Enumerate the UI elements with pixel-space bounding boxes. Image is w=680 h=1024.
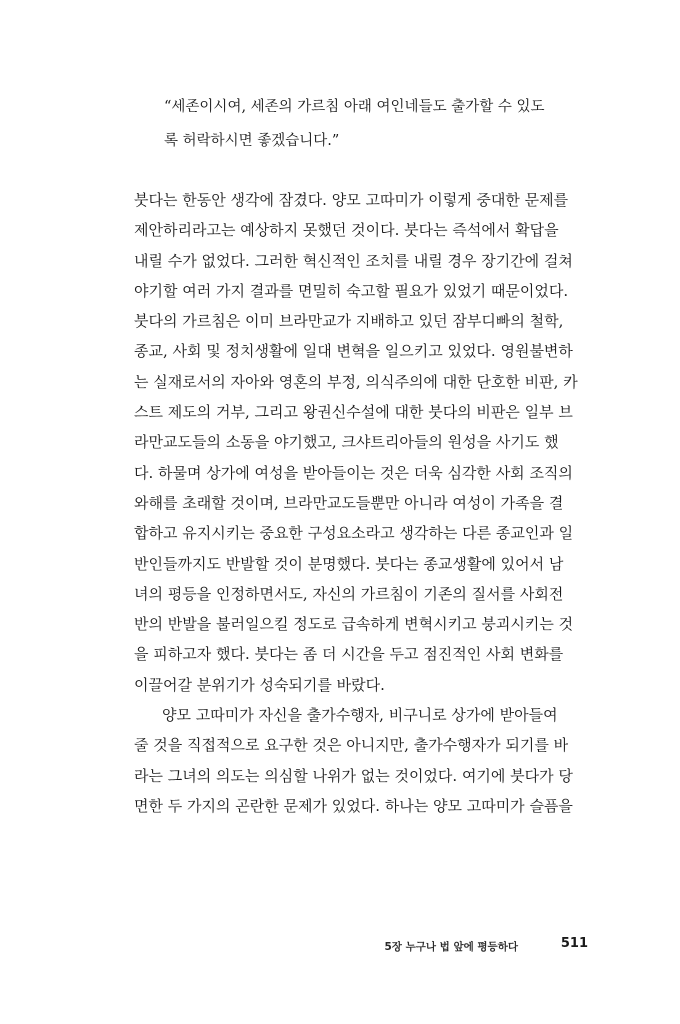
text-line: 을 피하고자 했다. 붓다는 좀 더 시간을 두고 점진적인 사회 변화를 [134, 645, 564, 664]
text-line: 다. 하물며 상가에 여성을 받아들이는 것은 더욱 심각한 사회 조직의 [134, 463, 573, 482]
body-paragraphs [134, 185, 588, 821]
text-line: 와해를 초래할 것이며, 브라만교도들뿐만 아니라 여성이 가족을 결 [134, 493, 564, 512]
quote-block [164, 92, 584, 156]
text-line-indented: 양모 고따미가 자신을 출가수행자, 비구니로 상가에 받아들여 [162, 706, 558, 725]
text-line: 붓다의 가르침은 이미 브라만교가 지배하고 있던 잠부디빠의 철학, [134, 312, 564, 331]
text-line: 줄 것을 직접적으로 요구한 것은 아니지만, 출가수행자가 되기를 바 [134, 736, 569, 755]
text-line: 이끌어갈 분위기가 성숙되기를 바랐다. [134, 675, 385, 694]
text-line: 붓다는 한동안 생각에 잠겼다. 양모 고따미가 이렇게 중대한 문제를 [134, 191, 569, 209]
chapter-title: 5장 누구나 법 앞에 평등하다 [384, 941, 518, 953]
text-line: 반의 반발을 불러일으킬 정도로 급속하게 변혁시키고 붕괴시키는 것 [134, 615, 574, 634]
text-line: 스트 제도의 거부, 그리고 왕권신수설에 대한 붓다의 비판은 일부 브 [134, 403, 573, 422]
text-line: 합하고 유지시키는 중요한 구성요소라고 생각하는 다른 종교인과 일 [134, 524, 574, 543]
text-line: 라만교도들의 소동을 야기했고, 크샤트리아들의 원성을 사기도 했 [134, 433, 559, 452]
text-line: 면한 두 가지의 곤란한 문제가 있었다. 하나는 양모 고따미가 슬픔을 [134, 796, 573, 815]
text-line: 제안하리라고는 예상하지 못했던 것이다. 붓다는 즉석에서 확답을 [134, 221, 559, 240]
text-line: 야기할 여러 가지 결과를 면밀히 숙고할 필요가 있었기 때문이었다. [134, 281, 569, 300]
text-line: 반인들까지도 반발할 것이 분명했다. 붓다는 종교생활에 있어서 남 [134, 554, 564, 573]
page-number: 511 [560, 936, 588, 951]
text-line: 내릴 수가 없었다. 그러한 혁신적인 조치를 내릴 경우 장기간에 걸쳐 [134, 251, 573, 270]
text-line: 종교, 사회 및 정치생활에 일대 변혁을 일으키고 있었다. 영원불변하 [134, 342, 573, 361]
text-line: 는 실재로서의 자아와 영혼의 부정, 의식주의에 대한 단호한 비판, 카 [134, 372, 578, 391]
quote-line: 록 허락하시면 좋겠습니다.” [164, 133, 340, 149]
quote-line: “세존이시여, 세존의 가르침 아래 여인네들도 출가할 수 있도 [164, 99, 545, 115]
text-line: 라는 그녀의 의도는 의심할 나위가 없는 것이었다. 여기에 붓다가 당 [134, 766, 573, 785]
page-footer [134, 936, 588, 956]
text-line: 녀의 평등을 인정하면서도, 자신의 가르침이 기존의 질서를 사회전 [134, 584, 564, 603]
